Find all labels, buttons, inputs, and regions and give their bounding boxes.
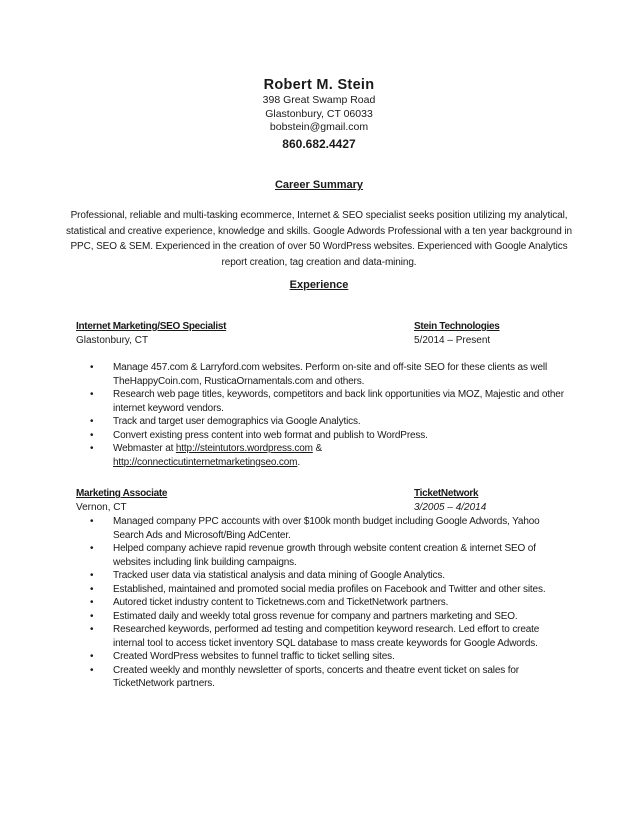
list-item: • Researched keywords, performed ad testing and competition keyword research. Led effort to create internal tool to access ticket inventory SQL database to mass create keywords for Google Adwords. <box>90 624 540 649</box>
resume-header <box>0 76 638 152</box>
job-1-header <box>76 320 576 334</box>
job-1-location: Glastonbury, CT <box>76 335 149 346</box>
email-address: bobstein@gmail.com <box>269 121 369 133</box>
steintutors-link[interactable]: http://steintutors.wordpress.com <box>175 443 313 454</box>
list-item: • Track and target user demographics via Google Analytics. <box>90 416 361 427</box>
job-1-company: Stein Technologies <box>414 321 500 332</box>
list-item: • Convert existing press content into web format and publish to WordPress. <box>90 429 428 441</box>
job-2-location: Vernon, CT <box>76 502 127 513</box>
job-2-company: TicketNetwork <box>414 488 479 499</box>
job-2-header <box>76 487 576 501</box>
list-item: • Managed company PPC accounts with over $100k month budget including Google Adwords, Yahoo Search Ads and Microsoft/Bing AdCenter. <box>90 516 540 541</box>
list-item: • Research web page titles, keywords, competitors and back link opportunities via MOZ, Majestic and other internet keyword vendors. <box>90 389 564 414</box>
career-summary-heading: Career Summary <box>274 179 364 191</box>
list-item: • Created WordPress websites to funnel traffic to ticket selling sites. <box>90 651 395 662</box>
phone-number: 860.682.4427 <box>282 136 356 151</box>
list-item: • Helped company achieve rapid revenue growth through website content creation & internet SEO of websites including link building campaigns. <box>90 543 536 568</box>
list-item: • Established, maintained and promoted social media profiles on Facebook and Twitter and other sites. <box>90 583 546 595</box>
job-1-bullets <box>76 361 568 469</box>
job-2-dates: 3/2005 – 4/2014 <box>414 502 487 513</box>
job-1-dates: 5/2014 – Present <box>414 335 491 346</box>
job-1-title: Internet Marketing/SEO Specialist <box>76 321 227 332</box>
job-2-bullets <box>76 515 568 691</box>
candidate-name: Robert M. Stein <box>263 77 375 93</box>
list-item: • Manage 457.com & Larryford.com websites. Perform on-site and off-site SEO for these clients as well TheHappyCoin.com, RusticaOrnamentals.com and others. <box>90 362 548 387</box>
list-item: • Tracked user data via statistical analysis and data mining of Google Analytics. <box>90 570 445 581</box>
job-2-meta <box>76 501 576 515</box>
career-summary-text: Professional, reliable and multi-tasking ecommerce, Internet & SEO specialist seeks position utilizing my analytical, statistical and creative experience, knowledge and skills. Google Adwords Professional with a ten year background in PPC, SEO & SEM. Experienced in the creation of over 50 WordPress websites. Experienced with Google Analytics report creation, tag creation and data-mining. <box>66 210 572 268</box>
address-line-1: 398 Great Swamp Road <box>262 94 376 106</box>
job-2-title: Marketing Associate <box>76 488 168 499</box>
list-item: • Autored ticket industry content to Ticketnews.com and TicketNetwork partners. <box>90 597 449 608</box>
list-item: • Estimated daily and weekly total gross revenue for company and partners marketing and SEO. <box>90 610 518 622</box>
address-line-2: Glastonbury, CT 06033 <box>265 107 373 120</box>
job-1-meta <box>76 334 576 348</box>
list-item-webmaster: • Webmaster at http://steintutors.wordpress.com & http://connecticutinternetmarketingseo.com. <box>90 443 322 468</box>
connecticut-seo-link[interactable]: http://connecticutinternetmarketingseo.com <box>113 456 298 468</box>
list-item: • Created weekly and monthly newsletter of sports, concerts and theatre event ticket on sales for TicketNetwork partners. <box>90 664 519 689</box>
experience-heading: Experience <box>289 279 349 291</box>
